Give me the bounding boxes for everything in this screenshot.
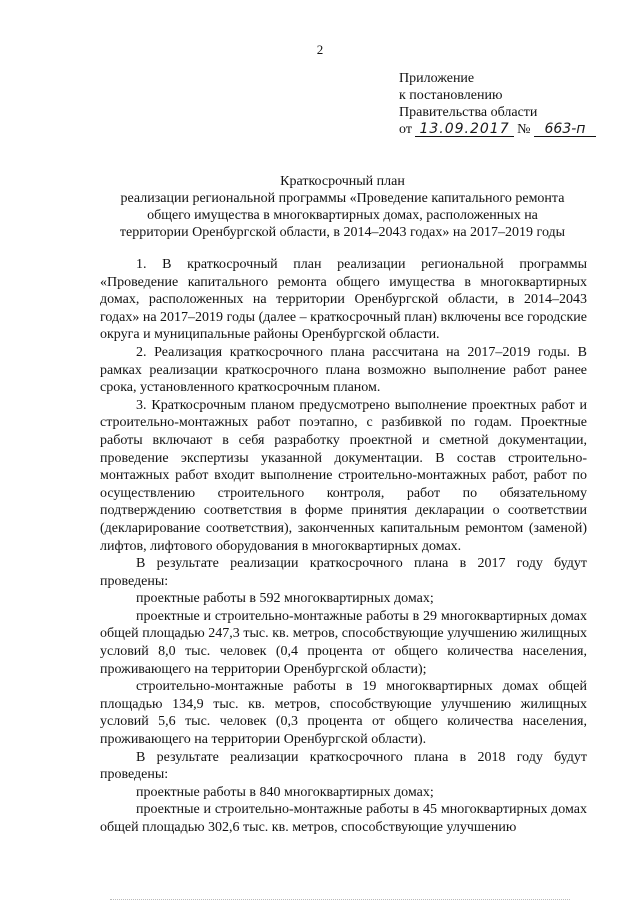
document-body [100,256,587,837]
paragraph-7: строительно-монтажные работы в 19 многоквартирных домах общей площадью 134,9 тыс. кв. метров, способствующие улучшению жилищных условий 5,6 тыс. человек (0,3 процента от общего количества населения, проживающего на территории Оренбургской области). [100,679,587,748]
paragraph-8: В результате реализации краткосрочного плана в 2018 году будут проведены: [100,749,587,783]
paragraph-2: 2. Реализация краткосрочного плана рассчитана на 2017–2019 годы. В рамках реализации краткосрочного плана возможно выполнение работ ранее срока, установленного краткосрочным планом. [100,344,587,396]
paragraph-4: В результате реализации краткосрочного плана в 2017 году будут проведены: [100,556,587,589]
paragraph-3: 3. Краткосрочным планом предусмотрено выполнение проектных работ и строительно-монтажных работ поэтапно, с разбивкой по годам. Проектные работы включают в себя разработку проектной и сметной документации, проведение экспертизы указанной документации. В состав строительно-монтажных работ входит выполнение строительно-монтажных работ, работ по осуществлению строительного контроля, работ по обязательному подтверждению соответствия в форме принятия декларации о соответствии (декларирование соответствия), законченных капитальным ремонтом (заменой) лифтов, лифтового оборудования в многоквартирных домах. [100,397,587,554]
appendix-number: 663-п [534,122,596,137]
title-line-4: территории Оренбургской области, в 2014–2043 годах» на 2017–2019 годы [119,225,566,240]
appendix-block [399,70,599,138]
title-line-1: Краткосрочный план [280,174,405,189]
appendix-line-3: Правительства области [399,105,538,120]
appendix-date-line [399,121,599,138]
appendix-number-label: № [517,122,531,137]
paragraph-9: проектные работы в 840 многоквартирных домах; [136,784,434,800]
appendix-line-2: к постановлению [399,88,503,103]
appendix-date: 13.09.2017 [415,122,513,137]
title-line-3: общего имущества в многоквартирных домах, расположенных на [147,208,538,223]
appendix-line-1: Приложение [399,71,475,86]
page-number: 2 [316,42,324,57]
page-bottom-edge [110,899,570,903]
title-line-2: реализации региональной программы «Проведение капитального ремонта [120,191,565,206]
paragraph-6: проектные и строительно-монтажные работы в 29 многоквартирных домах общей площадью 247,3 тыс. кв. метров, способствующие улучшению жилищных условий 8,0 тыс. человек (0,4 процента от общего количества населения, проживающего на территории Оренбургской области); [100,608,587,677]
document-title [100,173,585,241]
appendix-from-label: от [399,122,412,137]
paragraph-5: проектные работы в 592 многоквартирных домах; [136,591,434,607]
paragraph-10: проектные и строительно-монтажные работы в 45 многоквартирных домах общей площадью 302,6 тыс. кв. метров, способствующие улучшению [100,802,587,835]
paragraph-1: 1. В краткосрочный план реализации региональной программы «Проведение капитального ремонта общего имущества в многоквартирных домах, расположенных на территории Оренбургской области, в 2014–2043 годах» на 2017–2019 годы (далее – краткосрочный план) включены все городские округа и муниципальные районы Оренбургской области. [100,257,587,343]
